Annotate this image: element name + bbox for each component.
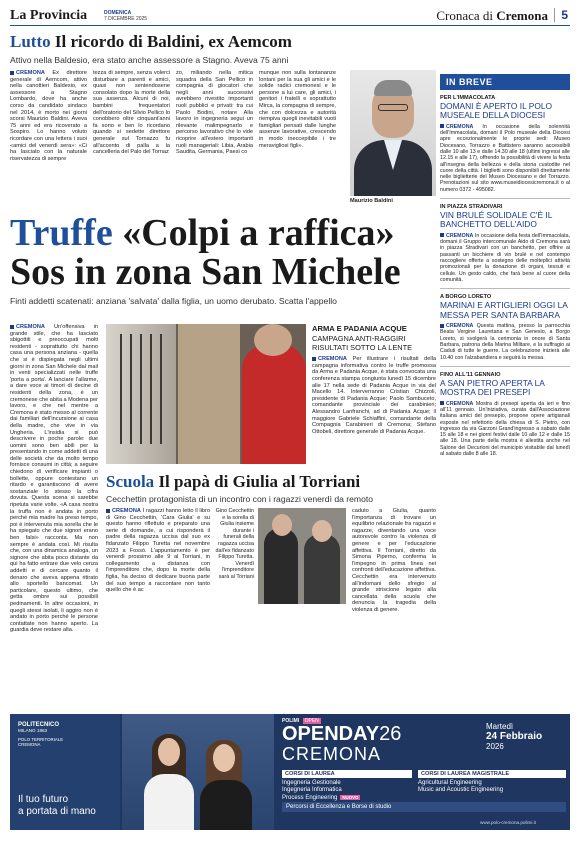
openday-word: OPENDAY: [282, 723, 380, 745]
logo-line1: POLITECNICO: [18, 722, 60, 728]
in-breve-kicker: IN PIAZZA STRADIVARI: [440, 204, 503, 211]
ad-course-label: Ingegneria Gestionale: [282, 780, 341, 786]
in-breve-dateline: CREMONA: [446, 232, 474, 239]
in-breve-text: Questa mattina, presso la parrocchia Beata Vergine Lauretana e San Genesio, a Borgo Loreto, si svolgerà la cerimonia in onore di Santa Barbara, patrona della Marina Militare, e la suffragio ai Caduti di tutte le guerre. La celebrazione inizierà alle 10.40 con l'alzabandiera e seguirà la messa.: [440, 323, 570, 361]
politecnico-logo: [18, 722, 63, 747]
scuola-column: CREMONA I ragazzi hanno letto il libro di Gino Cecchettin, 'Cara Giulia' e su questo hanno riflettuto e preparato una serie di domande, a cui risponderà il padre della ragazza uccisa dal suo ex fidanzato Filippo Turetta nel novembre 2023 a Fossò. L'appuntamento è per venerdì prossimo alle 9 al Torriani, in collegamento a distanza con l'imprenditore che, dopo la morte della figlia, ha deciso di dedicare buona parte del suo tempo a raccontare non tanto quello che è ac: [106, 508, 210, 594]
bullet-square-icon: [440, 401, 444, 405]
corsi-magistrale-list: [418, 780, 566, 794]
in-breve-title: MARINAI E ARTIGLIERI OGGI LA MESSA PER SANTA BARBARA: [440, 300, 568, 320]
newspaper-brand: La Provincia: [10, 8, 88, 23]
in-breve-kicker: FINO ALL'11 GENNAIO: [440, 371, 501, 378]
lutto-title: Il ricordo di Baldini, ex Aemcom: [54, 32, 292, 51]
tagline-line1: Il tuo futuro: [18, 794, 69, 805]
ad-course-label: Ingegneria Informatica: [282, 787, 342, 793]
politecnico-ad[interactable]: [10, 714, 570, 830]
student-left-body: [144, 774, 194, 830]
in-breve-title: VIN BRULÉ SOLIDALE C'È IL BANCHETTO DELL'AIDO: [440, 210, 553, 230]
student-left-head: [158, 738, 180, 766]
openday-title: [282, 724, 401, 744]
truffe-photo: [106, 324, 306, 464]
openday-weekday: Martedì: [486, 722, 514, 731]
ad-course-item: [282, 794, 412, 802]
ad-course-item: [282, 787, 412, 794]
truffe-article: [10, 214, 436, 714]
student-right-head: [213, 744, 235, 772]
truffe-column: CREMONA Un'offensiva in grande stile, che ha lasciato sbigottiti e preoccupati molti residenti - soprattutto chi hanno casa una persona anziana - quella che si è dispiegata negli ultimi giorni in zona San Michele dal mail in venti specializzati nelle truffe 'porta a porta'. A lanciare l'allarme, a dare voce ai timori di decine di residenti della zona, è un cremonese che abita a Modena per lavoro, e che nel mentre a Cremona è stato messo al corrente dai familiari dell'incursione ai casa della madre, che vive in via Ungheria. L'insidia si può descrivere in poche parole: due uomini sono ben abili per la presentando in come addetti di una delle società che da molto tempo fornisce consumi in città; a seguire chiedono di verificare impianti o bollette, oppure contestano un ritardo e garantiscono di avere sostanziale lo stesso la cifra dovuta. Questa scena si sarebbe ripetuta varie volte. «A casa nostra la truffa non è andata in porto perché mia madre ha preso tempo, poi è intervenuta mia sorella che le ha spiegato che due signori erano ben falsi» racconta. Ma non sempre è andata così. Mi risulta che, con una dinamica analoga, un signore che abita poco distante da qui ha fatto entrare due velo cenza addetti e di cercare quanto il denaro che aveva appena ritirato allo sportello bancomat. Un particolare, questo ultimo, che getta ombre sui possibili pedinamenti. In altre occasioni, in quegli stessi isolati, li aggiro non è andato in porto perché le persone contattate non hanno aperto. La guardia deve restare alta.: [10, 324, 98, 634]
ad-course-item: Agricultural Engineering: [418, 780, 482, 786]
logo-line2: MILANO 1863: [18, 728, 48, 733]
issue-date: [104, 10, 147, 22]
photo-person: [242, 344, 306, 464]
ad-course-item: Music and Acoustic Engineering: [418, 787, 504, 793]
lutto-headline: [10, 32, 436, 52]
photo-figure-left-head: [272, 514, 292, 536]
scuola-kicker: Scuola: [106, 472, 155, 491]
truffe-subtitle: Finti addetti scatenati: anziana 'salvata' dalla figlia, un uomo derubato. Scatta l'appello: [10, 296, 337, 306]
bullet-square-icon: [440, 124, 444, 128]
percorsi-banner: Percorsi di Eccellenza e Borse di studio: [282, 802, 566, 812]
lutto-photo: [350, 70, 436, 196]
ad-students-photo: [122, 714, 274, 830]
campus-line2: CREMONA: [18, 742, 41, 747]
ad-course-item: [282, 780, 412, 787]
truffe-title-line2: Sos in zona San Michele: [10, 251, 401, 293]
in-breve-dateline: CREMONA: [446, 123, 474, 130]
in-breve-kicker: A BORGO LORETO: [440, 294, 492, 301]
arma-subtitle: CAMPAGNA ANTI-RAGGIRI RISULTATI SOTTO LA LENTE: [312, 334, 413, 352]
scuola-photo-caption: Gino Cecchettin e la sorella di Giulia insieme durante i funerali della ragazza uccisa dall'ex fidanzato Filippo Turetta. Venerdì l'imprenditore sarà al Torriani: [215, 508, 254, 580]
issue-date-text: 7 DICEMBRE 2025: [104, 16, 148, 22]
scuola-article: [106, 472, 436, 714]
in-breve-item: [440, 366, 570, 457]
truffe-kicker: Truffe: [10, 212, 113, 254]
openday-year: 26: [379, 723, 402, 745]
in-breve-item: [440, 198, 570, 283]
campus-line1: POLO TERRITORIALE: [18, 737, 64, 742]
lutto-columns: [10, 70, 338, 208]
lutto-column: munque non sulla lontananze lontani per la sua gli amici e le solide radici cremonesi e le persone a lui care, gli amici, i genitori i fratelli e soprattutto Mirca, la compagna di sempre, che con dolcezza e autorità riempiva quegli inevitabili vuoti famigliari pensati dalle lunghe assenze lavorative, crescendo in modo ineccepibile i tre meravigliosi figli».: [259, 70, 336, 149]
corsi-magistrale-box: [418, 770, 566, 794]
openday-date: [486, 722, 542, 751]
section-title: [436, 8, 548, 24]
section-city: Cremona: [496, 8, 548, 23]
in-breve-body: [440, 124, 570, 193]
bullet-square-icon: [440, 233, 444, 237]
lutto-photo-caption: Maurizio Baldini: [350, 198, 393, 204]
in-breve-separator: [440, 288, 570, 289]
photo-figure-right-head: [312, 520, 332, 542]
open-tag: OPEN: [304, 718, 319, 724]
photo-figure-left: [264, 528, 298, 604]
lutto-kicker: Lutto: [10, 32, 51, 51]
in-breve-sidebar: [440, 74, 570, 714]
photo-figure-right: [304, 534, 340, 604]
in-breve-dateline: CREMONA: [446, 400, 474, 407]
arma-title: ARMA E PADANIA ACQUE: [312, 324, 407, 333]
portrait-glasses: [378, 104, 408, 111]
photo-bars: [112, 334, 168, 444]
scuola-photo: [258, 508, 346, 604]
lutto-article: [10, 32, 436, 210]
truffe-title-line1: «Colpi a raffica»: [122, 212, 395, 254]
bullet-square-icon: [440, 324, 444, 328]
in-breve-item: [440, 95, 570, 193]
corsi-laurea-list: [282, 780, 412, 802]
in-breve-title: DOMANI È APERTO IL POLO MUSEALE DELLA DIOCESI: [440, 101, 553, 121]
openday-city: CREMONA: [282, 744, 382, 764]
page-number: 5: [554, 8, 568, 22]
in-breve-body: [440, 323, 570, 361]
in-breve-text: Mostra di presepi aperta da ieri e fino all'11 gennaio. Un'iniziativa, curata dall'Associazione italiana amici del presepio, propone opere artigianali esposte nel refettorio della chiesa di S. Pietro, con ingresso da via Garzoni Grand'ingresso a sabato dalle 15 alle 18 e nei giorni festivi dalle 10 alle 12 e dalle 15 alle 18. Una parte della mostra è allestita anche nel Salone dei Decurioni del municipio visitabile dal lunedì al sabato dalle 8 alle 18.: [440, 400, 570, 458]
in-breve-title: A SAN PIETRO APERTA LA MOSTRA DEI PRESEPI: [440, 377, 545, 398]
in-breve-item: [440, 288, 570, 361]
openday-year-text: 2026: [486, 742, 504, 751]
in-breve-heading: IN BREVE: [440, 74, 570, 90]
student-right-body: [200, 780, 252, 830]
arma-box: [312, 324, 436, 464]
in-breve-text: In occasione della solennità dell'Immacolata, domani il Polo museale della Diocesi apre eccezionalmente le proprie sedi: Museo Diocesano, Torrazzo e Battistero saranno accessibili dalle 10 alle 13 e dalle 14.30 alle 18 (ultimi ingressi alle 12.15 e alle 17), offrendo la possibilità di vivere la festa all'insegna della bellezza e della storia custodite nel cuore della città. I biglietti sono disponibili direttamente nelle biglietterie del Museo Diocesano e del Torrazzo. Prenotazioni sul sito www.museidiocesicremona.it o al numero 0372 - 495082.: [440, 123, 570, 193]
openday-day: 24 Febbraio: [486, 731, 543, 742]
truffe-headline: [10, 214, 436, 252]
photo-door: [178, 324, 240, 464]
in-breve-body: [440, 401, 570, 458]
ad-course-label: Process Engineering: [282, 795, 338, 801]
issue-day: DOMENICA: [104, 10, 132, 16]
arma-body: CREMONA Per illustrare i risultati della campagna informativa contro le truffe promossa da Arma e Padania Acque, è stata convocata una conferenza stampa congiunta lunedì 15 dicembre alle 17 nella sede di Padania Acque in via del Macello 14. Interverranno Cristian Chizzoli, presidente di Padania Acque; Paolo Sambuceto, comandante provinciale dei carabinieri; Alessandro Lanfranchi, ad di Padania Acque; il maggiore Gabriele Schiaffini, comandante della Compagnia Carabinieri di Cremona; Stefano Ottobeli, direttore generale di Padania Acque.: [312, 356, 436, 435]
portrait-hair: [374, 80, 412, 96]
in-breve-list: [440, 95, 570, 457]
in-breve-kicker: PER L'IMMACOLATA: [440, 95, 496, 101]
in-breve-body: [440, 233, 570, 283]
in-breve-dateline: CREMONA: [446, 323, 474, 330]
in-breve-separator: [440, 366, 570, 367]
polimi-tag: POLIMI: [282, 718, 300, 724]
lutto-column: CREMONA Ex direttore generale di Aemcom, attivo nella canottieri Baldesio, ex assessore a Stagno Lombardo, dove ha anche corso da candidato sindaco nel 2014, è morto nei giorni scorsi Maurizio Baldini. Aveva 75 anni ed era ricoverato a Sospiro. Lo hanno voluto ricordare con una lettera i suoi «amici del venerdì sera»: «Ci ha lasciato con la naturale riservatezza di sempre: [10, 70, 87, 162]
in-breve-separator: [440, 198, 570, 199]
lutto-column: zo, miliando nella mitica squadra della San Pellico in compagnia di giocatori che negli anni successivi avrebbero rivestito importanti ruoli pubblici e privati: tra cui Paolo Bodini, notare Alla lavoro in ingegneria segui un rilevante malimpegnarlo e percorso lavorativo che lo vide ricoprire all'estero importanti ruoli manageriali: Libia, Arabia Saudita, Germania, Paesi co: [176, 70, 253, 156]
ad-tagline: [18, 794, 96, 818]
corsi-magistrale-heading: CORSI DI LAUREA MAGISTRALE: [418, 770, 566, 778]
corsi-laurea-box: [282, 770, 412, 802]
ad-website[interactable]: www.polo-cremona.polimi.it: [480, 820, 536, 825]
section-prefix: Cronaca di: [436, 8, 493, 23]
tagline-line2: a portata di mano: [18, 806, 96, 817]
masthead: [10, 6, 570, 26]
lutto-column: tezza di sempre, senza volerci disturbare a parenti e amici, quasi non sentendosene consolato dopo la morte della sua assenza. Alcuni di noi, bambini frequentatori dell'oratorio del Silvio Pellico lo conobbero oltre cinquant'anni fa sono e ben lo ricordano quando si sedette direttore generale sul Tornazzo fu all'accento di palla a la cancelleria del Palo del Tornaz: [93, 70, 170, 156]
scuola-headline: [106, 472, 436, 492]
corsi-laurea-heading: CORSI DI LAUREA: [282, 770, 412, 778]
new-badge: NUOVO: [342, 795, 359, 800]
scuola-subtitle: Cecchettin protagonista di un incontro con i ragazzi venerdì da remoto: [106, 494, 374, 504]
photo-person-head: [254, 324, 292, 356]
scuola-title: Il papà di Giulia al Torriani: [158, 472, 361, 491]
lutto-subtitle: Attivo nella Baldesio, era stato anche assessore a Stagno. Aveva 75 anni: [10, 55, 289, 65]
scuola-column: caduto a Giulia, quanto l'importanza di trovare un equilibrio relazionale fra ragazzi e ragazze, diventando una voce autorevole contro la violenza di genere e per l'educazione affettiva. Il Torriani, diretto da Simona Piperno, conferma la l'impegno in prima linea nei confronti dell'educazione affettiva. Cecchettin era intervenuto all'indomani dello sfregio al grande striscione legato alla cancellata della scuola che denuncia la tragedia della violenza di genere.: [352, 508, 436, 613]
in-breve-text: In occasione della festa dell'Immacolata, domani il Gruppo intercomunale Aido di Cremona sarà in piazza Stradivari con un banchetto, per offrire ai passanti un bicchiere di vin brulé e nel contempo raccogliere offerte a sostegno delle molteplici attività promozionali per la donazione di organi, tessuti e cellule. Un gesto caldo, che farà bene al cuore della comunità.: [440, 232, 570, 283]
